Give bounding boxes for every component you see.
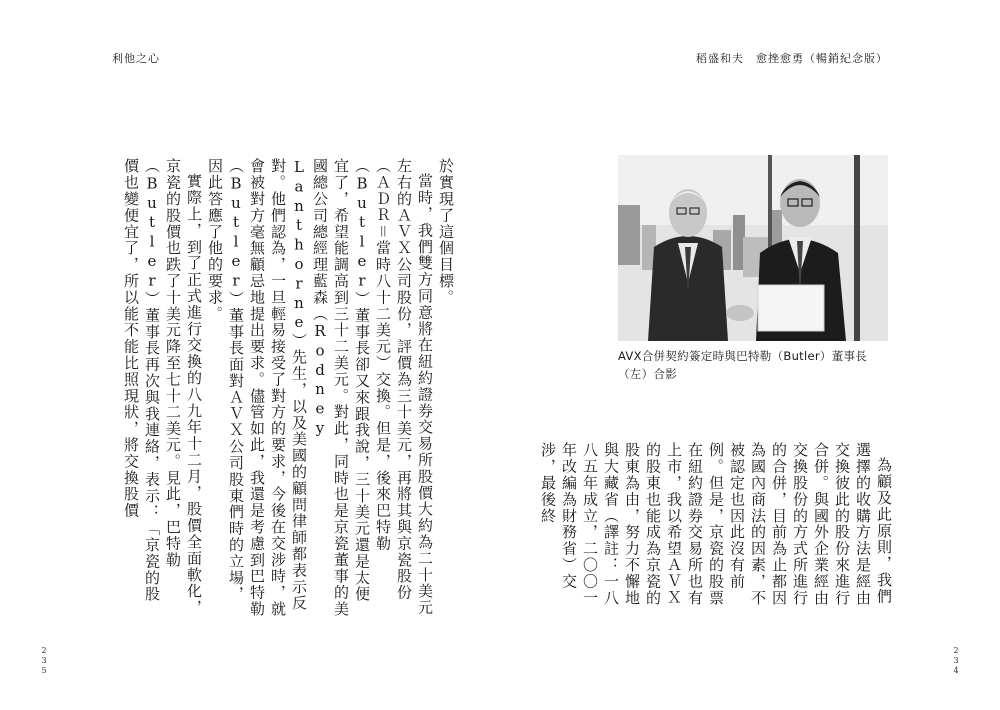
- page-number-digit: 2: [41, 646, 47, 655]
- right-page-body: [539, 442, 894, 618]
- page-number-digit: 2: [953, 646, 959, 655]
- left-page-body: [108, 158, 456, 618]
- left-paragraph-2: 當時，我們雙方同意將在紐約證券交易所股價大約為二十美元左右的ＡＶＸ公司股份，評價為三十美元，再將其與京瓷股份（ＡＤＲ＝當時八十二美元）交換。但是，後來巴特勒（Butler）董事長卻又來跟我說，三十美元還是太便宜了，希望能調高到三十二美元。對此，同時也是京瓷董事的美國總公司總經理藍森（Rodney Lanthorne）先生，以及美國的顧問律師都表示反對。他們認為，一旦輕易接受了對方的要求，今後在交涉時，就會被對方毫無顧忌地提出要求。儘管如此，我還是考慮到巴特勒（Butler）董事長面對ＡＶＸ公司股東們時的立場，因此答應了他的要求。: [206, 158, 434, 618]
- left-running-header: 利他之心: [112, 52, 160, 65]
- right-page-number: [950, 646, 962, 676]
- page-number-digit: 3: [41, 656, 47, 665]
- page-number-digit: 4: [953, 666, 959, 675]
- photo-caption: AVX合併契約簽定時與巴特勒（Butler）董事長（左）合影: [618, 349, 868, 381]
- left-paragraph-1: 於實現了這個目標。: [437, 158, 455, 306]
- left-page-number: [38, 646, 50, 676]
- right-running-header: 稻盛和夫 愈挫愈勇（暢銷紀念版）: [696, 52, 888, 65]
- right-paragraph-1: 為顧及此原則，我們選擇的收購方法是經由交換彼此的股份來進行合併。與國外企業經由交換股份的方式所進行的合併，目前為止都因為國內商法的因素，不被認定也因此沒有前例。但是，京瓷的股票在紐約證券交易所也有上市，我以希望ＡＶＸ的股東也能成為京瓷的股東為由，努力不懈地與大藏省（譯註：一八八五年成立，二〇〇一年改編為財務省）交涉，最後終: [539, 442, 893, 606]
- page-number-digit: 3: [953, 656, 959, 665]
- handshake-photo: [618, 155, 888, 341]
- left-paragraph-3: 實際上，到了正式進行交換的八九年十二月，股價全面軟化，京瓷的股價也跌了十美元降至七十二美元。見此，巴特勒（Butler）董事長再次與我連絡，表示：「京瓷的股價也變便宜了，所以能不能比照現狀，將交換股價: [122, 158, 203, 616]
- page-number-digit: 5: [41, 666, 47, 675]
